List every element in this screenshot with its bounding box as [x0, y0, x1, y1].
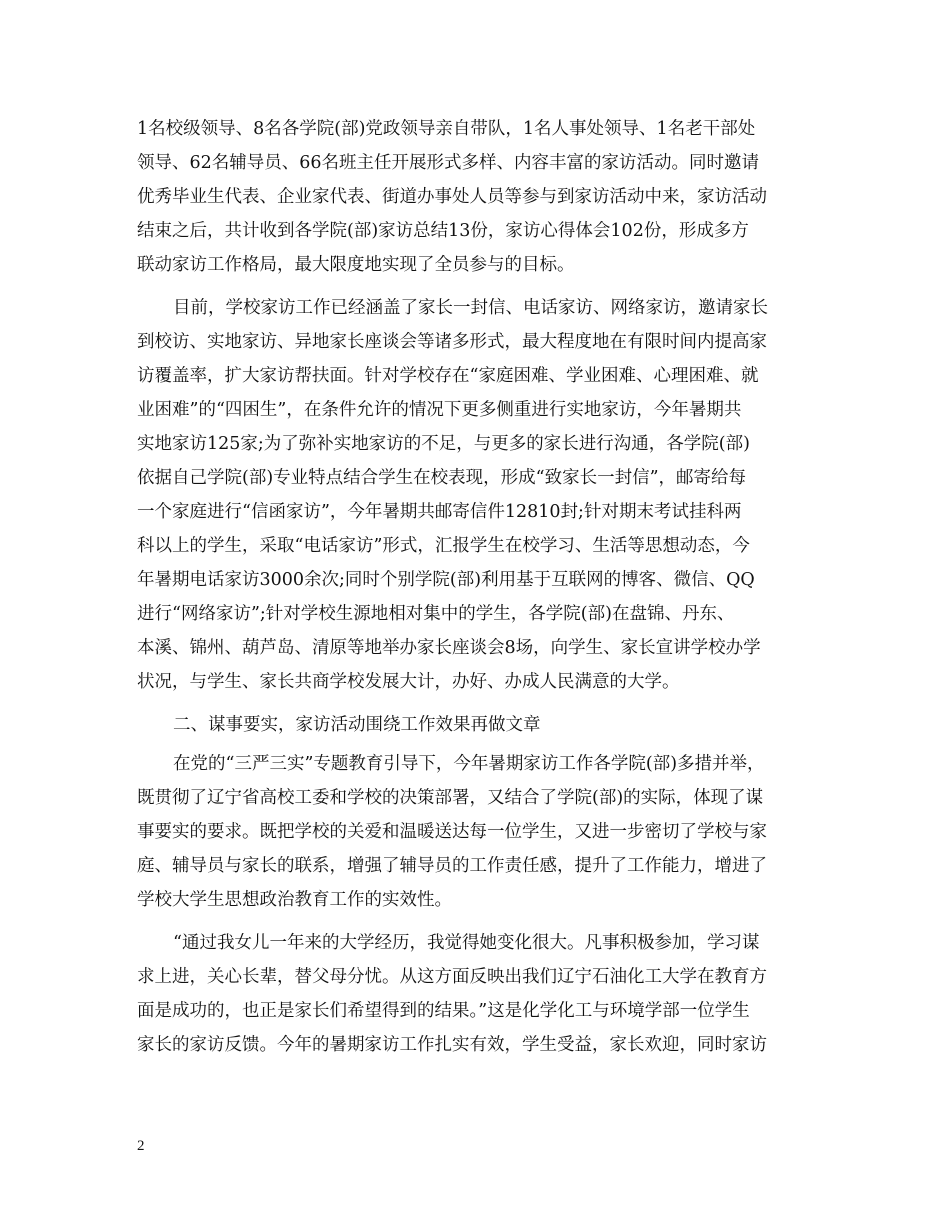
section-heading — [0, 710, 950, 740]
text-line — [0, 599, 950, 629]
line-text: 庭、辅导员与家长的联系，增强了辅导员的工作责任感，提升了工作能力，增进了 — [137, 856, 767, 876]
line-text: 进行“网络家访”;针对学校生源地相对集中的学生，各学院(部)在盘锦、丹东、 — [137, 604, 735, 624]
line-text: 本溪、锦州、葫芦岛、清原等地举办家长座谈会8场，向学生、家长宣讲学校办学 — [137, 638, 761, 658]
line-text: 科以上的学生，采取“电话家访”形式，汇报学生在校学习、生活等思想动态，今 — [137, 536, 750, 556]
text-line — [0, 463, 950, 493]
text-line — [0, 182, 950, 212]
text-line — [0, 783, 950, 813]
text-line — [0, 216, 950, 246]
text-line — [0, 148, 950, 178]
text-line — [0, 327, 950, 357]
line-text: 到校访、实地家访、异地家长座谈会等诸多形式，最大程度地在有限时间内提高家 — [137, 332, 767, 352]
text-line — [0, 293, 950, 323]
text-line — [0, 667, 950, 697]
line-text: 求上进，关心长辈，替父母分忧。从这方面反映出我们辽宁石油化工大学在教育方 — [137, 967, 767, 987]
text-line — [0, 851, 950, 881]
text-line — [0, 962, 950, 992]
text-line — [0, 749, 950, 779]
line-text: 联动家访工作格局，最大限度地实现了全员参与的目标。 — [137, 255, 575, 275]
line-text: 1名校级领导、8名各学院(部)党政领导亲自带队，1名人事处领导、1名老干部处 — [137, 119, 756, 139]
text-line — [0, 531, 950, 561]
text-line — [0, 928, 950, 958]
line-text: 学校大学生思想政治教育工作的实效性。 — [137, 890, 452, 910]
line-text: 业困难”的“四困生”，在条件允许的情况下更多侧重进行实地家访，今年暑期共 — [137, 400, 742, 420]
text-line — [0, 395, 950, 425]
page-number: 2 — [137, 1138, 145, 1154]
line-text: 家长的家访反馈。今年的暑期家访工作扎实有效，学生受益，家长欢迎，同时家访 — [137, 1035, 767, 1055]
text-line — [0, 565, 950, 595]
line-text: 状况，与学生、家长共商学校发展大计，办好、办成人民满意的大学。 — [137, 672, 680, 692]
text-line — [0, 633, 950, 663]
line-text: 依据自己学院(部)专业特点结合学生在校表现，形成“致家长一封信”，邮寄给每 — [137, 468, 747, 488]
line-text: “通过我女儿一年来的大学经历，我觉得她变化很大。凡事积极参加，学习谋 — [173, 933, 760, 953]
line-text: 面是成功的，也正是家长们希望得到的结果。”这是化学化工与环境学部一位学生 — [137, 1001, 750, 1021]
text-line — [0, 996, 950, 1026]
line-text: 既贯彻了辽宁省高校工委和学校的决策部署，又结合了学院(部)的实际，体现了谋 — [137, 788, 764, 808]
line-text: 优秀毕业生代表、企业家代表、街道办事处人员等参与到家访活动中来，家访活动 — [137, 187, 767, 207]
line-text: 访覆盖率，扩大家访帮扶面。针对学校存在“家庭困难、学业困难、心理困难、就 — [137, 366, 759, 386]
line-text: 结束之后，共计收到各学院(部)家访总结13份，家访心得体会102份，形成多方 — [137, 221, 749, 241]
text-line — [0, 497, 950, 527]
line-text: 年暑期电话家访3000余次;同时个别学院(部)利用基于互联网的博客、微信、QQ — [137, 570, 755, 590]
text-line — [0, 361, 950, 391]
line-text: 一个家庭进行“信函家访”，今年暑期共邮寄信件12810封;针对期末考试挂科两 — [137, 502, 742, 522]
heading-text: 二、谋事要实，家访活动围绕工作效果再做文章 — [173, 715, 541, 735]
line-text: 领导、62名辅导员、66名班主任开展形式多样、内容丰富的家访活动。同时邀请 — [137, 153, 760, 173]
line-text: 在党的“三严三实”专题教育引导下，今年暑期家访工作各学院(部)多措并举， — [173, 754, 765, 774]
text-line — [0, 1030, 950, 1060]
text-line — [0, 429, 950, 459]
line-text: 事要实的要求。既把学校的关爱和温暖送达每一位学生，又进一步密切了学校与家 — [137, 822, 767, 842]
text-line — [0, 250, 950, 280]
text-line — [0, 885, 950, 915]
line-text: 目前，学校家访工作已经涵盖了家长一封信、电话家访、网络家访，邀请家长 — [173, 298, 768, 318]
line-text: 实地家访125家;为了弥补实地家访的不足，与更多的家长进行沟通，各学院(部) — [137, 434, 750, 454]
text-line — [0, 114, 950, 144]
text-line — [0, 817, 950, 847]
